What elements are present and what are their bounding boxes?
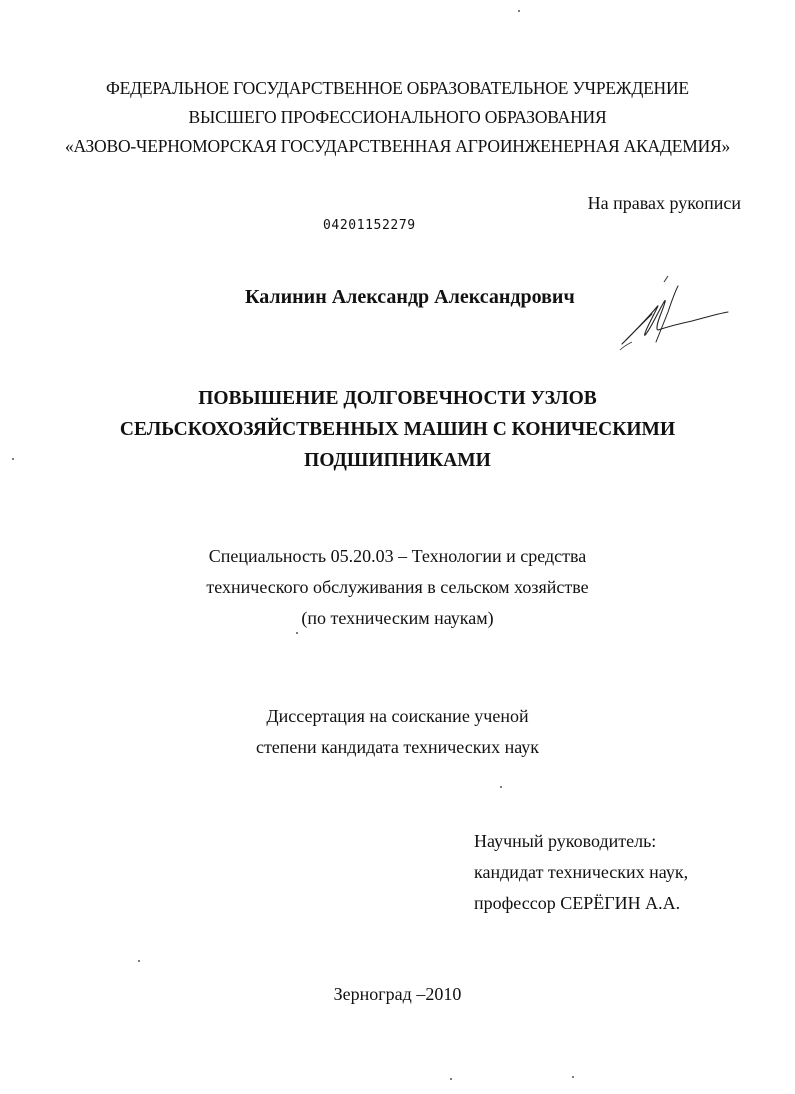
scan-speck (138, 960, 140, 962)
dissertation-degree-block (0, 701, 795, 763)
institution-line-2: ВЫСШЕГО ПРОФЕССИОНАЛЬНОГО ОБРАЗОВАНИЯ (188, 107, 607, 127)
title-line-2: СЕЛЬСКОХОЗЯЙСТВЕННЫХ МАШИН С КОНИЧЕСКИМИ (119, 419, 676, 440)
supervisor-line-3: профессор СЕРЁГИН А.А. (474, 893, 681, 913)
title-line-3: ПОДШИПНИКАМИ (304, 450, 491, 471)
specialty-line-1: Специальность 05.20.03 – Технологии и средства (208, 546, 587, 566)
scan-speck (296, 632, 298, 634)
dissertation-line-2: степени кандидата технических наук (255, 737, 540, 757)
scan-speck (450, 1078, 452, 1080)
city-year: Зерноград –2010 (333, 984, 462, 1004)
title-line-1: ПОВЫШЕНИЕ ДОЛГОВЕЧНОСТИ УЗЛОВ (198, 388, 597, 409)
author-name: Калинин Александр Александрович (245, 286, 575, 308)
scan-speck (12, 458, 14, 460)
supervisor-line-1: Научный руководитель: (474, 831, 657, 851)
supervisor-line-2: кандидат технических наук, (474, 862, 689, 882)
specialty-block (0, 541, 795, 634)
dissertation-line-1: Диссертация на соискание ученой (266, 706, 529, 726)
registration-number: 04201152279 (323, 218, 416, 233)
institution-line-3: «АЗОВО-ЧЕРНОМОРСКАЯ ГОСУДАРСТВЕННАЯ АГРОИНЖЕНЕРНАЯ АКАДЕМИЯ» (64, 136, 731, 156)
manuscript-note: На правах рукописи (587, 193, 741, 213)
scan-speck (500, 786, 502, 788)
institution-header (0, 74, 795, 161)
specialty-line-2: технического обслуживания в сельском хозяйстве (206, 577, 589, 597)
signature-image (612, 272, 732, 356)
supervisor-block (474, 826, 688, 919)
scan-speck (518, 10, 520, 12)
scan-speck (572, 1076, 574, 1078)
dissertation-title (0, 383, 795, 476)
institution-line-1: ФЕДЕРАЛЬНОЕ ГОСУДАРСТВЕННОЕ ОБРАЗОВАТЕЛЬНОЕ УЧРЕЖДЕНИЕ (106, 78, 689, 98)
specialty-line-3: (по техническим наукам) (301, 608, 494, 628)
